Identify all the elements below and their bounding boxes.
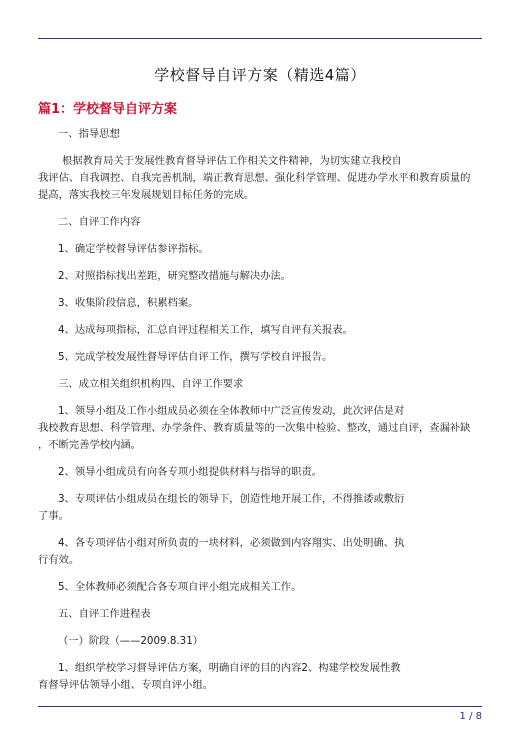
list-item: 2、领导小组成员有向各专项小组提供材料与指导的职责。 [58,466,322,478]
footer-rule [38,706,482,707]
list-item: 2、对照指标找出差距，研究整改措施与解决办法。 [58,270,292,282]
paragraph-line: 1、领导小组及工作小组成员必须在全体教师中广泛宣传发动，此次评估是对 [58,405,405,417]
document-title: 学校督导自评方案（精选4篇） [154,66,366,84]
list-item: 5、全体教师必须配合各专项自评小组完成相关工作。 [58,581,302,593]
paragraph-line: 我评估、自我调控、自我完善机制，端正教育思想、强化科学管理、促进办学水平和教育质量的 [38,172,471,184]
paragraph-line: 行有效。 [38,554,80,566]
list-item: 3、收集阶段信息，积累档案。 [58,297,199,309]
list-item: 5、完成学校发展性督导评估自评工作，撰写学校自评报告。 [58,351,333,363]
heading-schedule: 五、自评工作进程表 [58,608,151,620]
list-item: 1、确定学校督导评估参评指标。 [58,243,209,255]
paragraph-line: 育督导评估领导小组、专项自评小组。 [38,679,214,691]
header-rule [38,38,482,39]
list-item: 4、达成每项指标，汇总自评过程相关工作，填写自评有关报表。 [58,324,353,336]
paragraph-line: 我校教育思想、科学管理、办学条件、教育质量等的一次集中检验、整改，通过自评，查漏补缺 [38,422,471,434]
paragraph-line: 3、专项评估小组成员在组长的领导下，创造性地开展工作，不得推诿或敷衍 [58,493,405,505]
paragraph-line: 根据教育局关于发展性教育督导评估工作相关文件精神，为切实建立我校自 [62,155,402,167]
paragraph-line: ，不断完善学校内涵。 [38,439,141,451]
heading-organization-requirements: 三、成立相关组织机构四、自评工作要求 [58,378,244,390]
paragraph-line: 4、各专项评估小组对所负责的一块材料，必须做到内容翔实、出处明确、执 [58,537,405,549]
page-number: 1 / 8 [459,711,482,722]
stage-label: （一）阶段（——2009.8.31） [58,635,204,647]
paragraph-line: 了事。 [38,510,69,522]
paragraph-line: 提高，落实我校三年发展规划目标任务的完成。 [38,189,255,201]
heading-guiding-ideology: 一、指导思想 [58,128,120,140]
document-body [38,126,482,694]
heading-work-content: 二、自评工作内容 [58,216,141,228]
section-heading: 篇1：学校督导自评方案 [38,102,178,117]
paragraph-line: 1、组织学校学习督导评估方案，明确自评的目的内容2、构建学校发展性教 [58,662,401,674]
